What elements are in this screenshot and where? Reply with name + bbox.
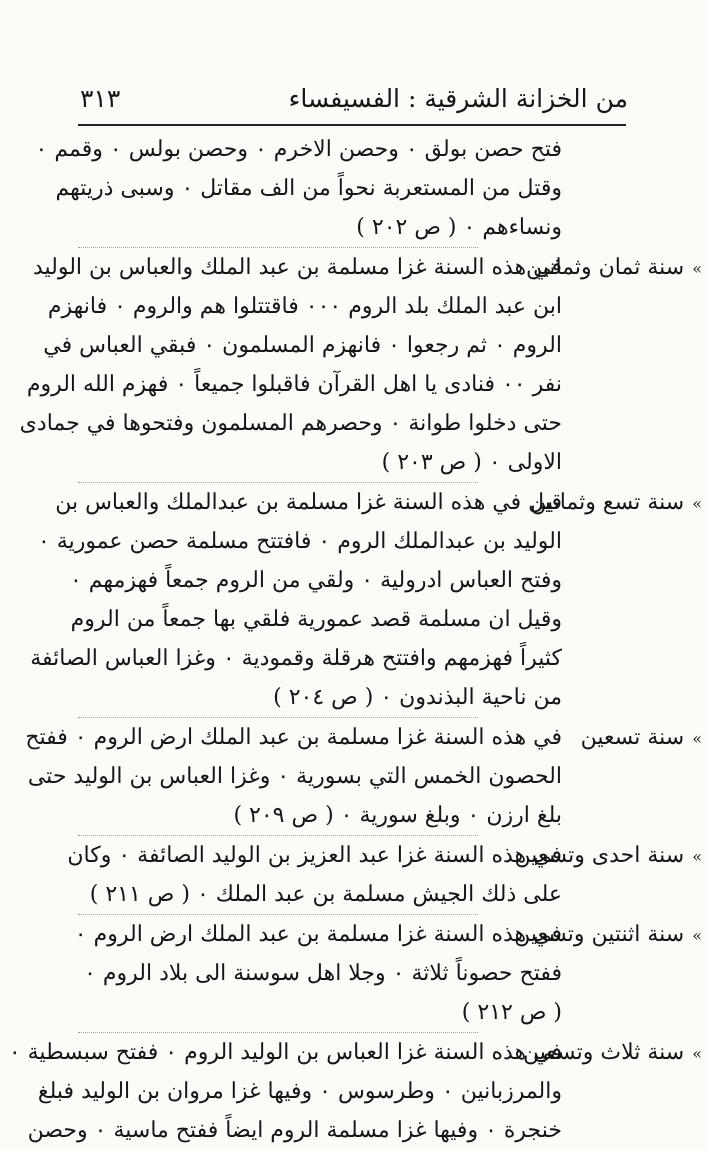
running-title: من الخزانة الشرقية : الفسيفساء xyxy=(288,84,628,113)
text-line: حتى دخلوا طوانة ٠ وحصرهم المسلمون وفتحوها في جمادى xyxy=(19,411,562,436)
quote-mark: » xyxy=(692,847,702,866)
text-line: الوليد بن عبدالملك الروم ٠ فافتتح مسلمة حصن عمورية ٠ xyxy=(37,529,562,554)
text-line: ابن عبد الملك بلد الروم ٠٠٠ فاقتتلوا هم والروم ٠ فانهزم xyxy=(47,294,562,319)
text-line: ( ص ٢١٢ ) xyxy=(461,1000,562,1025)
text-line: ونساءهم ٠ ( ص ٢٠٢ ) xyxy=(356,215,562,240)
text-line: في هذه السنة غزا مسلمة بن عبد الملك والعباس بن الوليد xyxy=(32,255,562,280)
page-number: ٣١٣ xyxy=(80,84,121,113)
entry-year-label: »سنة اثنتين وتسعين xyxy=(514,922,702,947)
text-line: الروم ٠ ثم رجعوا ٠ فانهزم المسلمون ٠ فبقي العباس في xyxy=(43,333,562,358)
text-line: على ذلك الجيش مسلمة بن عبد الملك ٠ ( ص ٢١١ ) xyxy=(89,882,562,907)
quote-mark: » xyxy=(692,259,702,278)
entry-year-93 xyxy=(0,1033,708,1150)
chronicle-entries xyxy=(0,130,708,1150)
entry-year-label: »سنة احدى وتسعين xyxy=(514,843,702,868)
entry-text xyxy=(35,130,562,247)
entry-year-label: »سنة ثمان وثمانين xyxy=(525,255,702,280)
text-line: خنجرة ٠ وفيها غزا مسلمة الروم ايضاً ففتح ماسية ٠ وحصن xyxy=(27,1118,562,1143)
text-line: بلغ ارزن ٠ وبلغ سورية ٠ ( ص ٢٠٩ ) xyxy=(233,803,562,828)
text-line: في هذه السنة غزا العباس بن الوليد الروم ٠ ففتح سبسطية ٠ xyxy=(8,1040,562,1065)
page-header xyxy=(80,84,628,124)
entry-year-91 xyxy=(0,836,708,914)
quote-mark: » xyxy=(692,494,702,513)
text-line: الحصون الخمس التي بسورية ٠ وغزا العباس بن الوليد حتى xyxy=(27,764,562,789)
text-line: قيل في هذه السنة غزا مسلمة بن عبدالملك والعباس بن xyxy=(55,490,562,515)
quote-mark: » xyxy=(692,1044,702,1063)
entry-year-90 xyxy=(0,718,708,835)
entry-text xyxy=(30,483,562,717)
entry-text xyxy=(8,1033,562,1150)
text-line: الاولى ٠ ( ص ٢٠٣ ) xyxy=(381,450,562,475)
text-line: وقتل من المستعربة نحواً من الف مقاتل ٠ وسبى ذريتهم xyxy=(55,176,562,201)
entry-year-89 xyxy=(0,483,708,717)
text-line: نفر ٠٠ فنادى يا اهل القرآن فاقبلوا جميعاً ٠ فهزم الله الروم xyxy=(26,372,562,397)
text-line: كثيراً فهزمهم وافتتح هرقلة وقمودية ٠ وغزا العباس الصائفة xyxy=(30,646,562,671)
entry-year-label: »سنة ثلاث وتسعين xyxy=(523,1040,702,1065)
text-line: في هذه السنة غزا عبد العزيز بن الوليد الصائفة ٠ وكان xyxy=(67,843,562,868)
entry-year-label: »سنة تسع وثمانين xyxy=(530,490,702,515)
text-line: في هذه السنة غزا مسلمة بن عبد الملك ارض الروم ٠ ففتح xyxy=(25,725,562,750)
entry-year-88 xyxy=(0,248,708,482)
text-line: فتح حصن بولق ٠ وحصن الاخرم ٠ وحصن بولس ٠ وقمم ٠ xyxy=(35,137,562,162)
entry-text xyxy=(67,836,562,914)
text-line: في هذه السنة غزا مسلمة بن عبد الملك ارض الروم ٠ xyxy=(74,922,562,947)
text-line: من ناحية البذندون ٠ ( ص ٢٠٤ ) xyxy=(273,685,562,710)
quote-mark: » xyxy=(692,926,702,945)
text-line: وقيل ان مسلمة قصد عمورية فلقي بها جمعاً من الروم xyxy=(70,607,562,632)
entry-continuation xyxy=(0,130,708,247)
entry-text xyxy=(74,915,562,1032)
header-rule xyxy=(78,124,626,126)
entry-year-92 xyxy=(0,915,708,1032)
text-line: وفتح العباس ادرولية ٠ ولقي من الروم جمعاً فهزمهم ٠ xyxy=(69,568,562,593)
entry-text xyxy=(25,718,562,835)
quote-mark: » xyxy=(692,729,702,748)
text-line: والمرزبانين ٠ وطرسوس ٠ وفيها غزا مروان بن الوليد فبلغ xyxy=(37,1079,562,1104)
entry-text xyxy=(19,248,562,482)
entry-year-label: »سنة تسعين xyxy=(580,725,702,750)
text-line: ففتح حصوناً ثلاثة ٠ وجلا اهل سوسنة الى بلاد الروم ٠ xyxy=(84,961,562,986)
